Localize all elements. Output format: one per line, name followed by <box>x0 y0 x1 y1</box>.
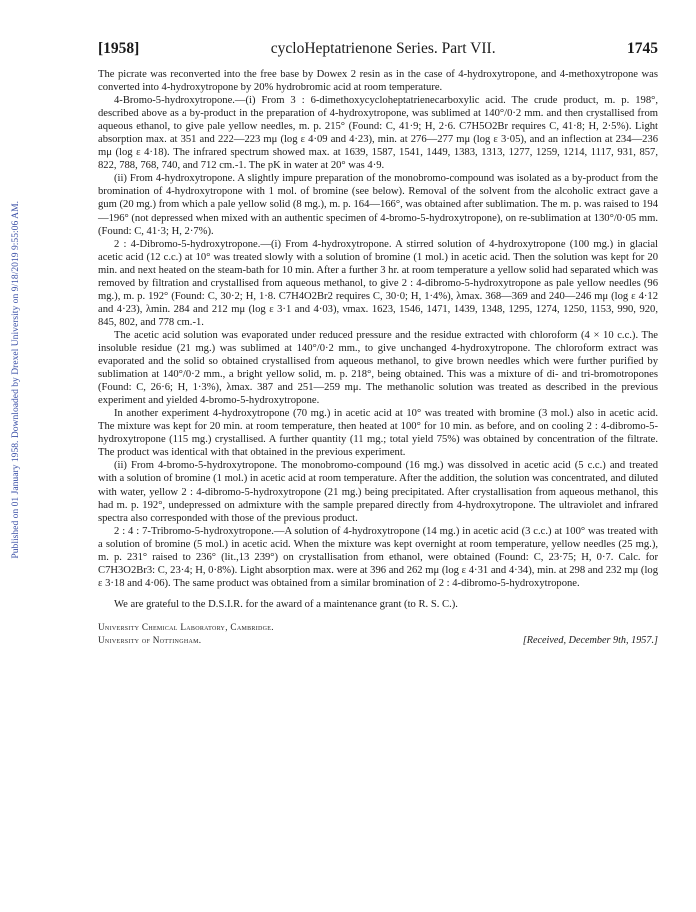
paragraph: 2 : 4 : 7-Tribromo-5-hydroxytropone.—A solution of 4-hydroxytropone (14 mg.) in acetic acid (3 c.c.) at 100° was treated with a solution of bromine (5 mol.) in acetic acid. When the mixture was kept overnight at room temperature, yellow needles (25 mg.), m. p. 231° raised to 236° (lit.,13 239°) on crystallisation from ethanol, were obtained (Found: C, 23·75; H, 0·7. Calc. for C7H3O2Br3: C, 23·4; H, 0·8%). Light absorption max. were at 396 and 262 mμ (log ε 4·31 and 4·34), min. at 298 and 232 mμ (log ε 3·18 and 4·06). The same product was obtained from a similar bromination of 2 : 4-dibromo-5-hydroxytropone. <box>98 525 658 589</box>
affiliation-cambridge: University Chemical Laboratory, Cambridge. <box>98 621 274 632</box>
header-year: [1958] <box>98 40 140 57</box>
received-date: [Received, December 9th, 1957.] <box>522 634 658 646</box>
paragraph: (ii) From 4-bromo-5-hydroxytropone. The monobromo-compound (16 mg.) was dissolved in acetic acid (5 c.c.) and treated with a solution of bromine (1 mol.) in acetic acid at room temperature. After the addition, the solution was concentrated, and diluted with water, yellow 2 : 4-dibromo-5-hydroxytropone (21 mg.) being precipitated. After crystallisation from aqueous methanol, this had m. p. 192°, undepressed on admixture with the sample prepared directly from 4-hydroxytropone. The ultraviolet and infrared spectra also corresponded with those of the previous product. <box>98 460 658 524</box>
download-watermark-text: Published on 01 January 1958. Downloaded by Drexel University on 9/18/2019 9:55:06 AM. <box>9 201 21 559</box>
paragraph: The picrate was reconverted into the free base by Dowex 2 resin as in the case of 4-hydroxytropone, and 4-methoxytropone was converted into 4-hydroxytropone by 20% hydrobromic acid at room temperature. <box>98 69 658 94</box>
article-footer <box>98 621 658 647</box>
acknowledgement: We are grateful to the D.S.I.R. for the award of a maintenance grant (to R. S. C.). <box>114 598 458 610</box>
paragraph: (ii) From 4-hydroxytropone. A slightly impure preparation of the monobromo-compound was isolated as a by-product from the bromination of 4-hydroxytropone with 1 mol. of bromine (see below). Removal of the solvent from the alcoholic extract gave a gum (20 mg.) from which a pale yellow solid (8 mg.), m. p. 164—166°, was obtained after sublimation. The m. p. was raised to 194—196° (not depressed when mixed with an authentic specimen of 4-bromo-5-hydroxytropone), on re-sublimation at 130°/0·05 mm. (Found: C, 41·3; H, 2·7%). <box>98 173 658 237</box>
paragraph: In another experiment 4-hydroxytropone (70 mg.) in acetic acid at 10° was treated with bromine (3 mol.) also in acetic acid. The mixture was kept for 20 min. at room temperature, then heated at 100° for 10 min. as before, and on cooling 2 : 4-dibromo-5-hydroxytropone (115 mg.) crystallised. A further quantity (11 mg.; total yield 75%) was obtained by concentration of the filtrate. The product was identical with that obtained in the previous experiment. <box>98 408 658 459</box>
article-body <box>98 68 658 611</box>
header-title: cycloHeptatrienone Series. Part VII. <box>270 40 496 57</box>
journal-page <box>98 40 658 647</box>
paragraph: The acetic acid solution was evaporated under reduced pressure and the residue extracted with chloroform (4 × 10 c.c.). The insoluble residue (21 mg.) was sublimed at 140°/0·2 mm., to give unchanged 4-hydroxytropone. The chloroform extract was evaporated and the solid so obtained crystallised from aqueous methanol, to give brown needles which were further purified by sublimation at 140°/0·2 mm., a bright yellow solid, m. p. 218°, being obtained. This was a mixture of di- and tri-bromotropones (Found: C, 26·6; H, 1·3%), λmax. 387 and 251—259 mμ. The methanolic solution was treated as described in the previous experiment and yielded 4-bromo-5-hydroxytropone. <box>98 329 658 407</box>
affiliation-nottingham: University of Nottingham. <box>98 634 202 645</box>
paragraph: 2 : 4-Dibromo-5-hydroxytropone.—(i) From 4-hydroxytropone. A stirred solution of 4-hydroxytropone (100 mg.) in glacial acetic acid (12 c.c.) at 10° was treated slowly with a solution of bromine (1 mol.) in acetic acid. Then the solution was kept for 20 min. and next heated on the steam-bath for 10 min. After a further 3 hr. at room temperature a yellow solid had separated which was removed by filtration and crystallised from aqueous methanol, to give 2 : 4-dibromo-5-hydroxytropone as pale yellow needles (96 mg.), m. p. 192° (Found: C, 30·2; H, 1·8. C7H4O2Br2 requires C, 30·0; H, 1·4%), λmax. 368—369 and 240—246 mμ (log ε 4·12 and 4·23), λmin. 284 and 212 mμ (log ε 3·1 and 4·03), νmax. 1623, 1546, 1471, 1439, 1348, 1295, 1274, 1250, 1153, 990, 920, 845, 802, and 778 cm.-1. <box>98 238 658 328</box>
paragraph: 4-Bromo-5-hydroxytropone.—(i) From 3 : 6-dimethoxycycloheptatrienecarboxylic acid. The crude product, m. p. 198°, described above as a by-product in the preparation of 4-hydroxytropone, was sublimed at 140°/0·2 mm. and then crystallised from aqueous ethanol, to give pale yellow needles, m. p. 215° (Found: C, 41·9; H, 2·6. C7H5O2Br requires C, 41·8; H, 2·5%). Light absorption max. at 351 and 222—223 mμ (log ε 4·09 and 4·23), min. at 276—277 mμ (log ε 3·05), and an inflection at 234—236 mμ (log ε 4·18). The infrared spectrum showed max. at 1639, 1587, 1541, 1449, 1383, 1313, 1277, 1259, 1214, 1117, 931, 857, 822, 788, 768, 740, and 712 cm.-1. The pK in water at 20° was 4·9. <box>98 95 658 172</box>
running-header <box>98 40 658 58</box>
download-watermark <box>8 160 22 600</box>
header-page-number: 1745 <box>627 40 658 57</box>
